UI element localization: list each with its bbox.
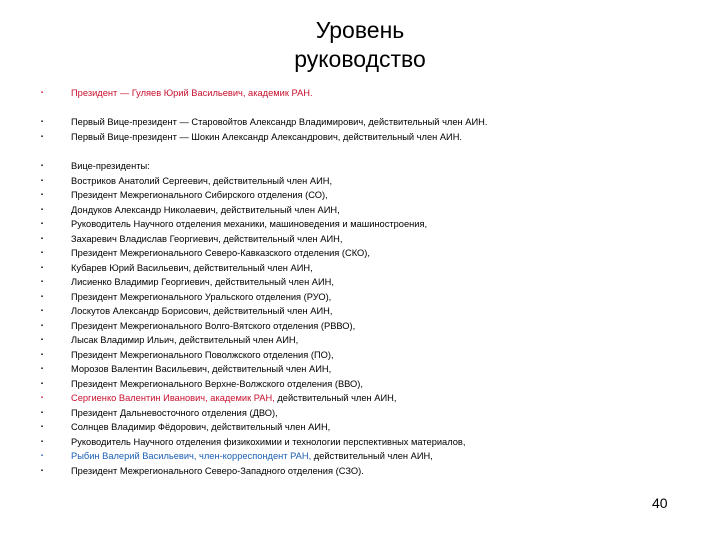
list-item-text: Президент Межрегионального Верхне-Волжского отделения (ВВО), — [71, 378, 363, 389]
list-item-text: Лоскутов Александр Борисович, действительный член АИН, — [71, 306, 333, 316]
bullet-icon: ▪ — [40, 380, 44, 387]
title-line-1: Уровень — [315, 17, 405, 43]
bullet-icon: ▪ — [40, 293, 44, 300]
list-item-text: Руководитель Научного отделения механики, машиноведения и машиностроения, — [71, 219, 428, 229]
bullet-icon: ▪ — [40, 424, 44, 430]
title-line-2: руководство — [294, 46, 426, 72]
page-number: 40 — [652, 495, 668, 511]
list-item-text: Первый Вице-президент — Старовойтов Александр Владимирович, действительный член АИН. — [71, 117, 488, 127]
bullet-icon: ▪ — [40, 235, 44, 242]
highlighted-name: Сергиенко Валентин Иванович, академик РАН, — [71, 393, 275, 403]
bullet-icon: ▪ — [40, 467, 44, 474]
bullet-icon: ▪ — [40, 351, 44, 358]
list-item-text: Морозов Валентин Васильевич, действительный член АИН, — [71, 364, 332, 374]
list-item-text: Президент Межрегионального Уральского отделения (РУО), — [71, 291, 332, 302]
bullet-icon: ▪ — [40, 119, 44, 125]
bullet-icon: ▪ — [40, 453, 44, 459]
list-item-text: Президент Межрегионального Северо-Кавказского отделения (СКО), — [71, 248, 370, 258]
list-item-text: Первый Вице-президент — Шокин Александр Александрович, действительный член АИН. — [71, 132, 463, 142]
list-item-text: Президент Дальневосточного отделения (ДВО), — [71, 407, 278, 418]
list-item-text: Захаревич Владислав Георгиевич, действительный член АИН, — [71, 233, 343, 244]
bullet-icon: ▪ — [40, 395, 44, 401]
list-item-text: Руководитель Научного отделения физикохимии и технологии перспективных материалов, — [71, 436, 466, 447]
list-item-text: Лисиенко Владимир Георгиевич, действительный член АИН, — [71, 277, 334, 287]
bullet-icon: ▪ — [40, 279, 44, 285]
list-item-text: Кубарев Юрий Васильевич, действительный член АИН, — [71, 262, 313, 273]
bullet-icon: ▪ — [40, 250, 44, 256]
bullet-icon: ▪ — [40, 322, 44, 329]
bullet-icon: ▪ — [40, 90, 44, 96]
bullet-icon: ▪ — [40, 163, 44, 169]
highlighted-name: Рыбин Валерий Васильевич, член-корреспондент РАН, — [71, 451, 312, 461]
list-item-text: Лысак Владимир Ильич, действительный член АИН, — [71, 335, 299, 345]
list-item-text — [71, 392, 396, 404]
bullet-icon: ▪ — [40, 221, 44, 227]
slide-title — [0, 16, 720, 74]
bullet-icon: ▪ — [40, 409, 44, 416]
list-item-rest: действительный член АИН, — [274, 393, 397, 403]
list-item-text: Президент Межрегионального Сибирского отделения (СО), — [71, 190, 328, 200]
bullet-icon: ▪ — [40, 134, 44, 140]
list-item-text: Вице-президенты: — [71, 161, 150, 171]
list-item-text: Дондуков Александр Николаевич, действительный член АИН, — [71, 204, 340, 215]
bullet-icon: ▪ — [40, 366, 44, 372]
list-item-text: Президент Межрегионального Волго-Вятского отделения (РВВО), — [71, 320, 356, 331]
bullet-icon: ▪ — [40, 177, 44, 184]
list-item-text: Солнцев Владимир Фёдорович, действительный член АИН, — [71, 422, 331, 432]
list-item-text — [71, 450, 433, 462]
list-item-rest: действительный член АИН, — [311, 451, 433, 461]
list-item-text: Президент — Гуляев Юрий Васильевич, академик РАН. — [71, 88, 313, 98]
bullet-icon: ▪ — [40, 192, 44, 198]
list-item-text: Президент Межрегионального Северо-Западного отделения (СЗО). — [71, 465, 364, 476]
bullet-icon: ▪ — [40, 308, 44, 314]
list-item-text: Президент Межрегионального Поволжского отделения (ПО), — [71, 349, 334, 360]
bullet-icon: ▪ — [40, 264, 44, 271]
list-item-text: Востриков Анатолий Сергеевич, действительный член АИН, — [71, 175, 333, 186]
bullet-icon: ▪ — [40, 206, 44, 213]
bullet-icon: ▪ — [40, 438, 44, 445]
bullet-icon: ▪ — [40, 337, 44, 343]
